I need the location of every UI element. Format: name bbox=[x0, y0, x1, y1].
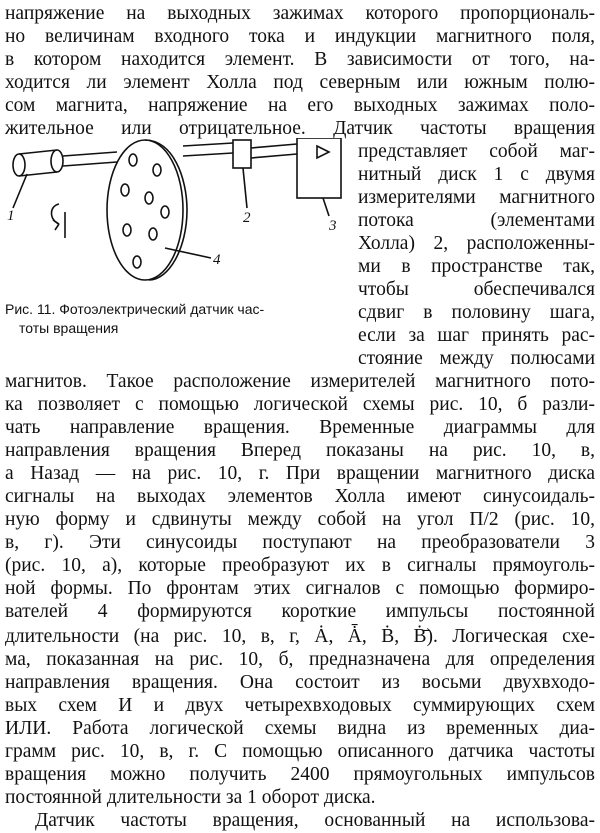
magnetic-disk bbox=[107, 140, 183, 280]
figure-caption bbox=[5, 300, 264, 338]
text-line: стояние между полюсами bbox=[358, 348, 595, 369]
leader-2 bbox=[243, 168, 247, 208]
figure-photoelectric-sensor bbox=[5, 138, 350, 298]
text-line: вых схем И и двух четырехвходовых суммирующих схем bbox=[5, 695, 595, 716]
text-line: направления вращения Вперед показаны на рис. 10, в, bbox=[5, 440, 595, 461]
text-line: сигналы на выходах элементов Холла имеют синусоидаль- bbox=[5, 486, 595, 507]
text-line: ной формы. По фронтам этих сигналов с помощью формиро- bbox=[5, 578, 595, 599]
text-line: сом магнита, напряжение на его выходных зажимах поло- bbox=[5, 95, 595, 116]
wire bbox=[251, 144, 297, 158]
hall-element-2 bbox=[233, 140, 251, 168]
leader-1 bbox=[13, 174, 27, 208]
disk-hole bbox=[123, 224, 131, 236]
text-line: измерителями магнитного bbox=[358, 187, 595, 208]
text-line: Датчик частоты вращения, основанный на использова- bbox=[35, 810, 595, 831]
text-line: Холла) 2, расположенны- bbox=[358, 233, 595, 254]
text-line: в, г). Эти синусоиды поступают на преобразователи 3 bbox=[5, 532, 595, 553]
text-line: ходится ли элемент Холла под северным или южным полю- bbox=[5, 72, 595, 93]
disk-rim bbox=[145, 140, 187, 280]
text-line: в котором находится элемент. В зависимости от того, на- bbox=[5, 49, 595, 70]
text-line: чать направление вращения. Временные диаграммы для bbox=[5, 417, 595, 438]
leader-3 bbox=[323, 198, 329, 216]
text-line: грамм рис. 10, в, г. С помощью описанного датчика частоты bbox=[5, 741, 595, 762]
figure-label-3: 3 bbox=[329, 218, 337, 234]
disk-hole bbox=[145, 192, 153, 204]
disk-hole bbox=[153, 164, 161, 176]
text-line: потока (элементами bbox=[358, 210, 595, 231]
text-line: ка позволяет с помощью логической схемы рис. 10, б разли- bbox=[5, 394, 595, 415]
text-line: чтобы обеспечивался bbox=[358, 279, 595, 300]
disk-hole bbox=[133, 256, 141, 268]
text-line: если за шаг принять рас- bbox=[358, 325, 595, 346]
figure-label-1: 1 bbox=[7, 208, 15, 224]
text-line: вращения можно получить 2400 прямоугольных импульсов bbox=[5, 764, 595, 785]
text-line: нитный диск 1 с двумя bbox=[358, 164, 595, 185]
shaft bbox=[63, 152, 117, 166]
text-line: напряжение на выходных зажимах которого пропорциональ- bbox=[5, 3, 595, 24]
disk-hole bbox=[161, 206, 169, 218]
disk-hole bbox=[121, 184, 129, 196]
text-line: представляет собой маг- bbox=[358, 141, 595, 162]
shaft-right bbox=[183, 143, 233, 156]
text-line: ИЛИ. Работа логической схемы видна из временных диа- bbox=[5, 718, 595, 739]
text-line: сдвиг в половину шага, bbox=[358, 302, 595, 323]
text-line: длительности (на рис. 10, в, г, Ȧ, Ǡ, Ḃ, Ḃ̄). Логическая схе- bbox=[5, 626, 595, 647]
text-line: направления вращения. Она состоит из восьми двухвходо- bbox=[5, 672, 595, 693]
sensor-1-end bbox=[13, 154, 25, 176]
text-line: вателей 4 формируются короткие импульсы постоянной bbox=[5, 601, 595, 622]
sensor-1-face bbox=[51, 150, 63, 172]
text-line: постоянной длительности за 1 оборот диска. bbox=[5, 787, 376, 808]
amplifier-triangle bbox=[317, 146, 329, 158]
text-line: но величинам входного тока и индукции магнитного поля, bbox=[5, 26, 595, 47]
text-line: ную форму и сдвинуты между собой на угол П/2 (рис. 10, bbox=[5, 509, 595, 530]
figure-label-4: 4 bbox=[213, 252, 221, 268]
figure-label-2: 2 bbox=[243, 210, 251, 226]
text-line: ми в пространстве так, bbox=[358, 256, 595, 277]
disk-hole bbox=[129, 154, 137, 166]
leader-4 bbox=[165, 248, 211, 258]
caption-line-2: тоты вращения bbox=[19, 320, 119, 336]
text-line: а Назад — на рис. 10, г. При вращении магнитного диска bbox=[5, 463, 595, 484]
disk-hole bbox=[149, 228, 157, 240]
sensor-diagram bbox=[5, 138, 350, 298]
caption-line-1: Рис. 11. Фотоэлектрический датчик час- bbox=[5, 301, 265, 317]
text-line: магнитов. Такое расположение измерителей магнитного пото- bbox=[5, 371, 595, 392]
rotation-arrowhead bbox=[53, 220, 59, 230]
text-line: (рис. 10, а), которые преобразуют их в сигналы прямоуголь- bbox=[5, 555, 595, 576]
text-line: ма, показанная на рис. 10, б, предназначена для определения bbox=[5, 649, 595, 670]
text-line: жительное или отрицательное. Датчик частоты вращения bbox=[5, 118, 595, 139]
